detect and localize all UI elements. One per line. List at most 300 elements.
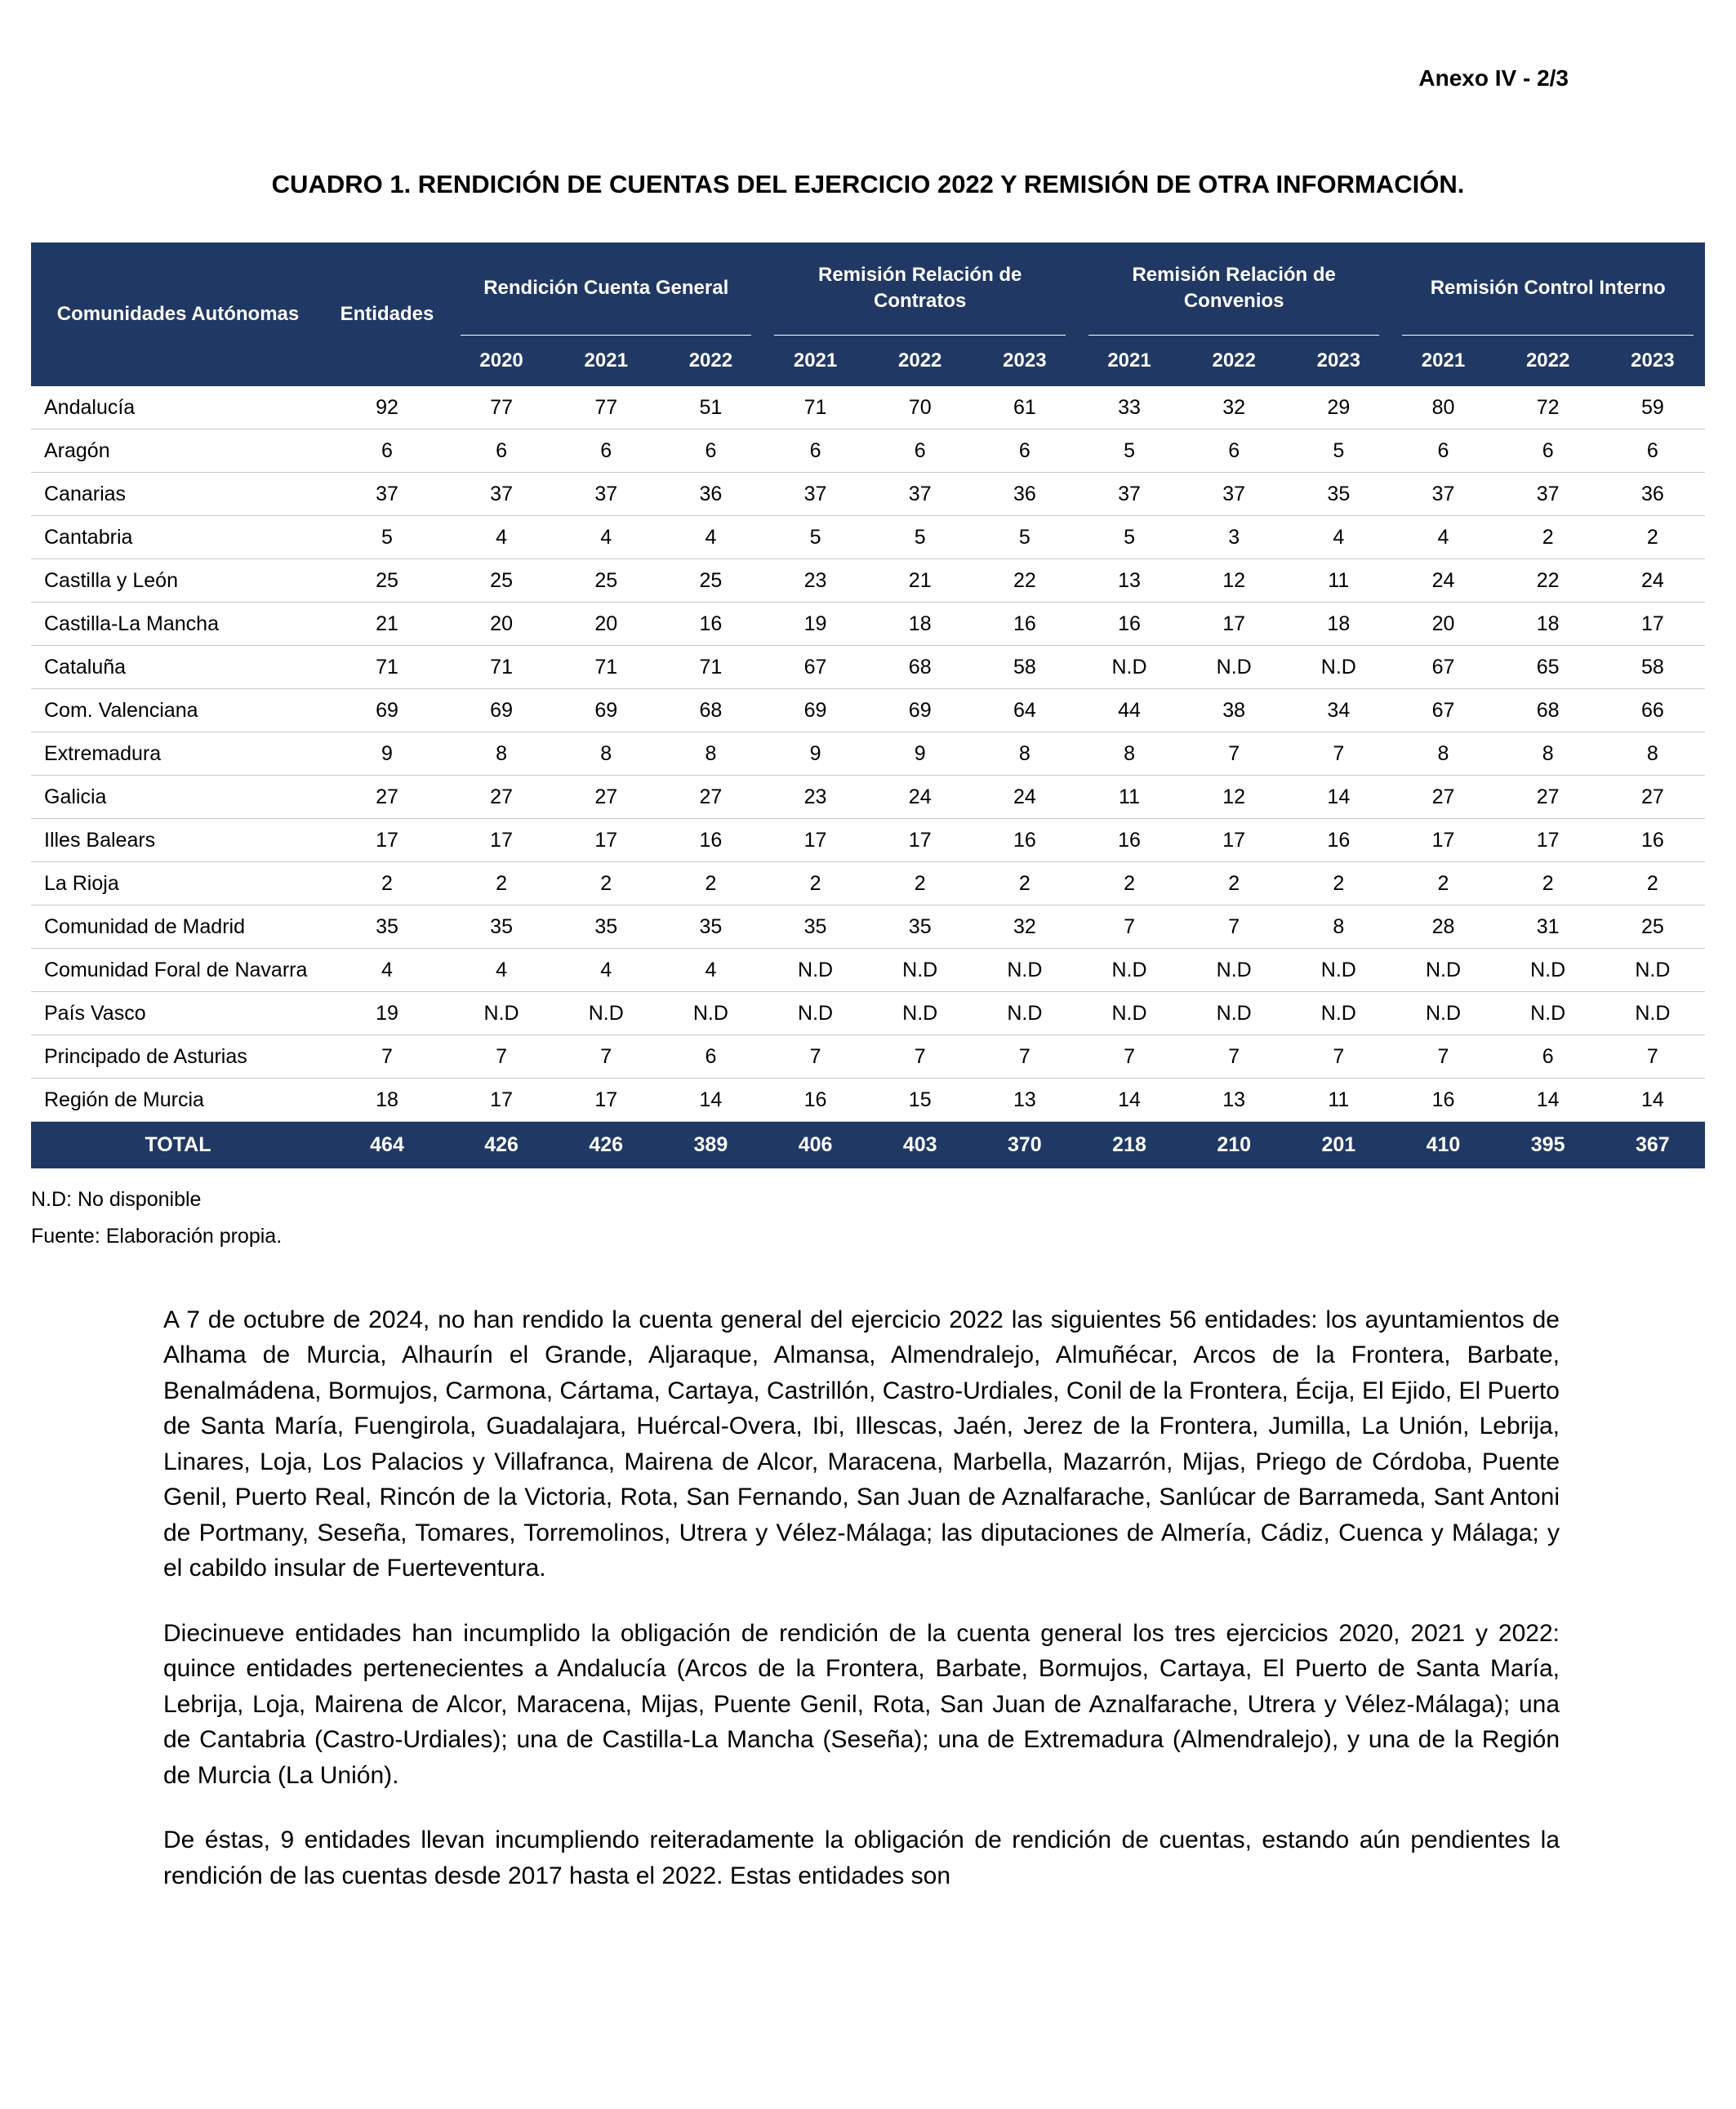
region-name: Comunidad Foral de Navarra	[31, 949, 325, 992]
table-row	[31, 386, 1705, 429]
column-group-remision-relacion-convenios	[1077, 242, 1391, 336]
value-cell: 16	[1600, 819, 1705, 862]
value-cell: 18	[1286, 603, 1391, 646]
value-cell: 16	[763, 1079, 867, 1122]
value-cell: 23	[763, 776, 867, 819]
value-cell: 6	[449, 429, 554, 473]
table-row	[31, 473, 1705, 516]
value-cell: 34	[1286, 689, 1391, 732]
value-cell: 27	[554, 776, 658, 819]
column-group-label: Remisión Relación de Convenios	[1088, 242, 1379, 336]
value-cell: 25	[325, 559, 449, 603]
value-cell: N.D	[1182, 646, 1286, 689]
year-column-header: 2022	[658, 336, 763, 386]
value-cell: 2	[1286, 862, 1391, 905]
value-cell: 12	[1182, 776, 1286, 819]
value-cell: 36	[1600, 473, 1705, 516]
value-cell: 65	[1496, 646, 1600, 689]
value-cell: 5	[325, 516, 449, 559]
value-cell: N.D	[449, 992, 554, 1035]
table-row	[31, 949, 1705, 992]
value-cell: 16	[973, 819, 1077, 862]
value-cell: 16	[658, 819, 763, 862]
total-value-cell: 464	[325, 1122, 449, 1168]
value-cell: 22	[1496, 559, 1600, 603]
value-cell: 13	[1182, 1079, 1286, 1122]
value-cell: 8	[1496, 732, 1600, 776]
value-cell: 19	[763, 603, 867, 646]
value-cell: 2	[1496, 862, 1600, 905]
value-cell: 77	[554, 386, 658, 429]
total-value-cell: 406	[763, 1122, 867, 1168]
value-cell: N.D	[1286, 992, 1391, 1035]
value-cell: 70	[868, 386, 973, 429]
total-value-cell: 403	[868, 1122, 973, 1168]
value-cell: 27	[325, 776, 449, 819]
table-notes	[31, 1188, 1705, 1248]
year-column-header: 2021	[1391, 336, 1495, 386]
value-cell: 37	[449, 473, 554, 516]
value-cell: 14	[1077, 1079, 1182, 1122]
value-cell: 17	[1182, 603, 1286, 646]
column-group-label: Remisión Control Interno	[1402, 242, 1694, 336]
value-cell: 5	[868, 516, 973, 559]
table-row	[31, 559, 1705, 603]
year-column-header: 2021	[554, 336, 658, 386]
value-cell: N.D	[1182, 992, 1286, 1035]
total-value-cell: 395	[1496, 1122, 1600, 1168]
value-cell: N.D	[973, 949, 1077, 992]
value-cell: 7	[1182, 732, 1286, 776]
value-cell: 8	[449, 732, 554, 776]
value-cell: 27	[658, 776, 763, 819]
value-cell: 9	[325, 732, 449, 776]
value-cell: 69	[554, 689, 658, 732]
value-cell: 24	[868, 776, 973, 819]
total-value-cell: 426	[554, 1122, 658, 1168]
year-column-header: 2022	[1182, 336, 1286, 386]
value-cell: 17	[1496, 819, 1600, 862]
value-cell: 24	[1600, 559, 1705, 603]
year-column-header: 2021	[1077, 336, 1182, 386]
value-cell: 7	[1182, 1035, 1286, 1079]
table-row	[31, 1079, 1705, 1122]
value-cell: 32	[1182, 386, 1286, 429]
column-header-entidades: Entidades	[325, 242, 449, 386]
value-cell: 12	[1182, 559, 1286, 603]
value-cell: 38	[1182, 689, 1286, 732]
region-name: Andalucía	[31, 386, 325, 429]
value-cell: 33	[1077, 386, 1182, 429]
table-footer	[31, 1122, 1705, 1168]
value-cell: 7	[1600, 1035, 1705, 1079]
value-cell: 35	[449, 905, 554, 949]
value-cell: 7	[1077, 1035, 1182, 1079]
year-column-header: 2020	[449, 336, 554, 386]
value-cell: 16	[1391, 1079, 1495, 1122]
value-cell: 37	[1077, 473, 1182, 516]
value-cell: 37	[554, 473, 658, 516]
value-cell: 36	[658, 473, 763, 516]
value-cell: 8	[554, 732, 658, 776]
value-cell: 17	[763, 819, 867, 862]
value-cell: 5	[1077, 429, 1182, 473]
value-cell: 71	[325, 646, 449, 689]
value-cell: 7	[1182, 905, 1286, 949]
value-cell: 6	[1496, 429, 1600, 473]
value-cell: 35	[1286, 473, 1391, 516]
body-paragraphs	[163, 1302, 1560, 1894]
value-cell: 71	[449, 646, 554, 689]
value-cell: 6	[1600, 429, 1705, 473]
value-cell: 8	[1600, 732, 1705, 776]
value-cell: N.D	[763, 992, 867, 1035]
value-cell: 4	[658, 949, 763, 992]
paragraph-repeat-noncompliance: De éstas, 9 entidades llevan incumpliendo reiteradamente la obligación de rendición de cuentas, estando aún pendientes la rendición de las cuentas desde 2017 hasta el 2022. Estas entidades son	[163, 1826, 1560, 1889]
value-cell: 8	[1077, 732, 1182, 776]
value-cell: 6	[554, 429, 658, 473]
table-row	[31, 516, 1705, 559]
region-name: Región de Murcia	[31, 1079, 325, 1122]
region-name: Aragón	[31, 429, 325, 473]
table-row	[31, 992, 1705, 1035]
value-cell: 8	[1391, 732, 1495, 776]
value-cell: 7	[449, 1035, 554, 1079]
value-cell: 11	[1286, 1079, 1391, 1122]
group-header-row	[31, 242, 1705, 336]
value-cell: 36	[973, 473, 1077, 516]
total-value-cell: 367	[1600, 1122, 1705, 1168]
note-nd-legend: N.D: No disponible	[31, 1187, 202, 1211]
value-cell: 27	[449, 776, 554, 819]
region-name: Com. Valenciana	[31, 689, 325, 732]
value-cell: 69	[325, 689, 449, 732]
value-cell: N.D	[1286, 646, 1391, 689]
table-row	[31, 732, 1705, 776]
value-cell: 7	[763, 1035, 867, 1079]
value-cell: 25	[658, 559, 763, 603]
value-cell: 35	[763, 905, 867, 949]
value-cell: 72	[1496, 386, 1600, 429]
total-value-cell: 201	[1286, 1122, 1391, 1168]
value-cell: N.D	[1600, 949, 1705, 992]
region-name: Cantabria	[31, 516, 325, 559]
value-cell: N.D	[1077, 992, 1182, 1035]
value-cell: 6	[1496, 1035, 1600, 1079]
value-cell: 71	[554, 646, 658, 689]
value-cell: 2	[1496, 516, 1600, 559]
value-cell: 5	[1077, 516, 1182, 559]
value-cell: 2	[554, 862, 658, 905]
value-cell: 21	[868, 559, 973, 603]
value-cell: 35	[868, 905, 973, 949]
value-cell: 37	[1182, 473, 1286, 516]
value-cell: 4	[554, 949, 658, 992]
value-cell: 27	[1600, 776, 1705, 819]
value-cell: 69	[763, 689, 867, 732]
value-cell: 3	[1182, 516, 1286, 559]
value-cell: 35	[658, 905, 763, 949]
value-cell: N.D	[868, 992, 973, 1035]
value-cell: 2	[658, 862, 763, 905]
value-cell: 16	[1077, 819, 1182, 862]
region-name: Galicia	[31, 776, 325, 819]
value-cell: 17	[1182, 819, 1286, 862]
region-name: Cataluña	[31, 646, 325, 689]
table-header	[31, 242, 1705, 386]
table-row	[31, 689, 1705, 732]
value-cell: 22	[973, 559, 1077, 603]
value-cell: 2	[1391, 862, 1495, 905]
total-value-cell: 389	[658, 1122, 763, 1168]
value-cell: N.D	[1077, 949, 1182, 992]
value-cell: 25	[449, 559, 554, 603]
value-cell: 35	[554, 905, 658, 949]
table-row	[31, 646, 1705, 689]
total-value-cell: 370	[973, 1122, 1077, 1168]
value-cell: 4	[449, 516, 554, 559]
value-cell: 64	[973, 689, 1077, 732]
value-cell: 25	[554, 559, 658, 603]
value-cell: 14	[1496, 1079, 1600, 1122]
region-name: Extremadura	[31, 732, 325, 776]
value-cell: 27	[1391, 776, 1495, 819]
table-row	[31, 862, 1705, 905]
value-cell: 4	[449, 949, 554, 992]
value-cell: 8	[658, 732, 763, 776]
value-cell: 68	[658, 689, 763, 732]
value-cell: 77	[449, 386, 554, 429]
value-cell: 16	[658, 603, 763, 646]
value-cell: 59	[1600, 386, 1705, 429]
value-cell: 7	[1077, 905, 1182, 949]
value-cell: 27	[1496, 776, 1600, 819]
value-cell: 25	[1600, 905, 1705, 949]
value-cell: N.D	[1077, 646, 1182, 689]
value-cell: 8	[973, 732, 1077, 776]
value-cell: 7	[554, 1035, 658, 1079]
value-cell: 17	[449, 1079, 554, 1122]
column-header-comunidades-autonomas: Comunidades Autónomas	[31, 242, 325, 386]
value-cell: 18	[1496, 603, 1600, 646]
value-cell: 17	[449, 819, 554, 862]
value-cell: 14	[1286, 776, 1391, 819]
value-cell: 6	[763, 429, 867, 473]
value-cell: N.D	[1496, 992, 1600, 1035]
value-cell: 2	[449, 862, 554, 905]
value-cell: 69	[868, 689, 973, 732]
value-cell: 92	[325, 386, 449, 429]
region-name: Comunidad de Madrid	[31, 905, 325, 949]
value-cell: 6	[1182, 429, 1286, 473]
value-cell: 37	[1496, 473, 1600, 516]
paragraph-unrendered-entities: A 7 de octubre de 2024, no han rendido la cuenta general del ejercicio 2022 las siguientes 56 entidades: los ayuntamientos de Alhama de Murcia, Alhaurín el Grande, Aljaraque, Almansa, Almendralejo, Almuñécar, Arcos de la Frontera, Barbate, Benalmádena, Bormujos, Carmona, Cártama, Cartaya, Castrillón, Castro-Urdiales, Conil de la Frontera, Écija, El Ejido, El Puerto de Santa María, Fuengirola, Guadalajara, Huércal-Overa, Ibi, Illescas, Jaén, Jerez de la Frontera, Jumilla, La Unión, Lebrija, Linares, Loja, Los Palacios y Villafranca, Mairena de Alcor, Maracena, Marbella, Mazarrón, Mijas, Priego de Córdoba, Puente Genil, Puerto Real, Rincón de la Victoria, Rota, San Fernando, San Juan de Aznalfarache, Sanlúcar de Barrameda, Sant Antoni de Portmany, Seseña, Tomares, Torremolinos, Utrera y Vélez-Málaga; las diputaciones de Almería, Cádiz, Cuenca y Málaga; y el cabildo insular de Fuerteventura.	[163, 1306, 1560, 1582]
total-value-cell: 218	[1077, 1122, 1182, 1168]
total-row	[31, 1122, 1705, 1168]
value-cell: 31	[1496, 905, 1600, 949]
value-cell: 17	[868, 819, 973, 862]
value-cell: 15	[868, 1079, 973, 1122]
annex-label: Anexo IV - 2/3	[1418, 65, 1569, 91]
region-name: Castilla-La Mancha	[31, 603, 325, 646]
table-row	[31, 1035, 1705, 1079]
value-cell: 6	[658, 1035, 763, 1079]
value-cell: 51	[658, 386, 763, 429]
value-cell: 37	[763, 473, 867, 516]
value-cell: 71	[763, 386, 867, 429]
value-cell: 58	[1600, 646, 1705, 689]
value-cell: 5	[1286, 429, 1391, 473]
value-cell: 7	[1286, 1035, 1391, 1079]
year-column-header: 2023	[973, 336, 1077, 386]
value-cell: 7	[868, 1035, 973, 1079]
value-cell: 4	[325, 949, 449, 992]
value-cell: N.D	[1391, 949, 1495, 992]
value-cell: 9	[868, 732, 973, 776]
value-cell: 2	[1077, 862, 1182, 905]
column-group-remision-relacion-contratos	[763, 242, 1076, 336]
paragraph-noncompliant-entities: Diecinueve entidades han incumplido la obligación de rendición de la cuenta general los tres ejercicios 2020, 2021 y 2022: quince entidades pertenecientes a Andalucía (Arcos de la Frontera, Barbate, Bormujos, Cartaya, El Puerto de Santa María, Lebrija, Loja, Mairena de Alcor, Maracena, Mijas, Puente Genil, Rota, San Juan de Aznalfarache, Utrera y Vélez-Málaga); una de Cantabria (Castro-Urdiales); una de Castilla-La Mancha (Seseña); una de Extremadura (Almendralejo), y una de la Región de Murcia (La Unión).	[163, 1619, 1560, 1789]
value-cell: 6	[325, 429, 449, 473]
table-body	[31, 386, 1705, 1122]
value-cell: 23	[763, 559, 867, 603]
value-cell: 16	[1077, 603, 1182, 646]
value-cell: 20	[1391, 603, 1495, 646]
value-cell: 71	[658, 646, 763, 689]
region-name: Castilla y León	[31, 559, 325, 603]
document-title: CUADRO 1. RENDICIÓN DE CUENTAS DEL EJERCICIO 2022 Y REMISIÓN DE OTRA INFORMACIÓN.	[271, 170, 1465, 198]
value-cell: 69	[449, 689, 554, 732]
value-cell: 2	[973, 862, 1077, 905]
value-cell: N.D	[554, 992, 658, 1035]
value-cell: 17	[1600, 603, 1705, 646]
value-cell: 17	[554, 1079, 658, 1122]
value-cell: 4	[1286, 516, 1391, 559]
value-cell: 24	[1391, 559, 1495, 603]
column-group-label: Remisión Relación de Contratos	[774, 242, 1065, 336]
value-cell: N.D	[763, 949, 867, 992]
value-cell: 16	[1286, 819, 1391, 862]
value-cell: 37	[868, 473, 973, 516]
year-column-header: 2021	[763, 336, 867, 386]
value-cell: 58	[973, 646, 1077, 689]
value-cell: 6	[973, 429, 1077, 473]
table-row	[31, 776, 1705, 819]
year-column-header: 2022	[1496, 336, 1600, 386]
value-cell: 6	[868, 429, 973, 473]
column-group-rendicion-cuenta-general	[449, 242, 763, 336]
value-cell: 20	[449, 603, 554, 646]
region-name: Principado de Asturias	[31, 1035, 325, 1079]
value-cell: 35	[325, 905, 449, 949]
value-cell: 67	[763, 646, 867, 689]
value-cell: 61	[973, 386, 1077, 429]
value-cell: 11	[1286, 559, 1391, 603]
table-row	[31, 905, 1705, 949]
value-cell: 2	[325, 862, 449, 905]
value-cell: N.D	[1391, 992, 1495, 1035]
value-cell: 20	[554, 603, 658, 646]
value-cell: 7	[973, 1035, 1077, 1079]
value-cell: 37	[325, 473, 449, 516]
value-cell: 8	[1286, 905, 1391, 949]
value-cell: 17	[554, 819, 658, 862]
value-cell: N.D	[868, 949, 973, 992]
table-row	[31, 603, 1705, 646]
table-row	[31, 429, 1705, 473]
value-cell: 67	[1391, 689, 1495, 732]
value-cell: 4	[554, 516, 658, 559]
value-cell: N.D	[973, 992, 1077, 1035]
value-cell: N.D	[658, 992, 763, 1035]
region-name: La Rioja	[31, 862, 325, 905]
value-cell: 19	[325, 992, 449, 1035]
value-cell: 7	[1391, 1035, 1495, 1079]
value-cell: 5	[763, 516, 867, 559]
value-cell: 6	[658, 429, 763, 473]
value-cell: 68	[868, 646, 973, 689]
total-label: TOTAL	[31, 1122, 325, 1168]
value-cell: N.D	[1496, 949, 1600, 992]
value-cell: 28	[1391, 905, 1495, 949]
value-cell: N.D	[1182, 949, 1286, 992]
value-cell: 44	[1077, 689, 1182, 732]
value-cell: 2	[868, 862, 973, 905]
value-cell: 67	[1391, 646, 1495, 689]
region-name: Canarias	[31, 473, 325, 516]
region-name: Illes Balears	[31, 819, 325, 862]
total-value-cell: 210	[1182, 1122, 1286, 1168]
value-cell: 2	[1182, 862, 1286, 905]
value-cell: 24	[973, 776, 1077, 819]
year-column-header: 2023	[1286, 336, 1391, 386]
value-cell: 32	[973, 905, 1077, 949]
value-cell: 13	[973, 1079, 1077, 1122]
value-cell: 4	[1391, 516, 1495, 559]
value-cell: 66	[1600, 689, 1705, 732]
value-cell: 18	[325, 1079, 449, 1122]
value-cell: 6	[1391, 429, 1495, 473]
value-cell: N.D	[1286, 949, 1391, 992]
value-cell: 2	[1600, 516, 1705, 559]
total-value-cell: 426	[449, 1122, 554, 1168]
note-source: Fuente: Elaboración propia.	[31, 1224, 283, 1248]
year-column-header: 2022	[868, 336, 973, 386]
value-cell: 4	[658, 516, 763, 559]
value-cell: 17	[1391, 819, 1495, 862]
value-cell: 2	[763, 862, 867, 905]
value-cell: 2	[1600, 862, 1705, 905]
column-group-label: Rendición Cuenta General	[461, 242, 751, 336]
value-cell: 13	[1077, 559, 1182, 603]
value-cell: 68	[1496, 689, 1600, 732]
value-cell: 21	[325, 603, 449, 646]
value-cell: 7	[1286, 732, 1391, 776]
value-cell: 11	[1077, 776, 1182, 819]
value-cell: 14	[1600, 1079, 1705, 1122]
value-cell: 80	[1391, 386, 1495, 429]
value-cell: 14	[658, 1079, 763, 1122]
value-cell: 17	[325, 819, 449, 862]
value-cell: 9	[763, 732, 867, 776]
value-cell: 7	[325, 1035, 449, 1079]
value-cell: 18	[868, 603, 973, 646]
value-cell: 5	[973, 516, 1077, 559]
value-cell: 16	[973, 603, 1077, 646]
value-cell: 37	[1391, 473, 1495, 516]
column-group-remision-control-interno	[1391, 242, 1705, 336]
value-cell: N.D	[1600, 992, 1705, 1035]
